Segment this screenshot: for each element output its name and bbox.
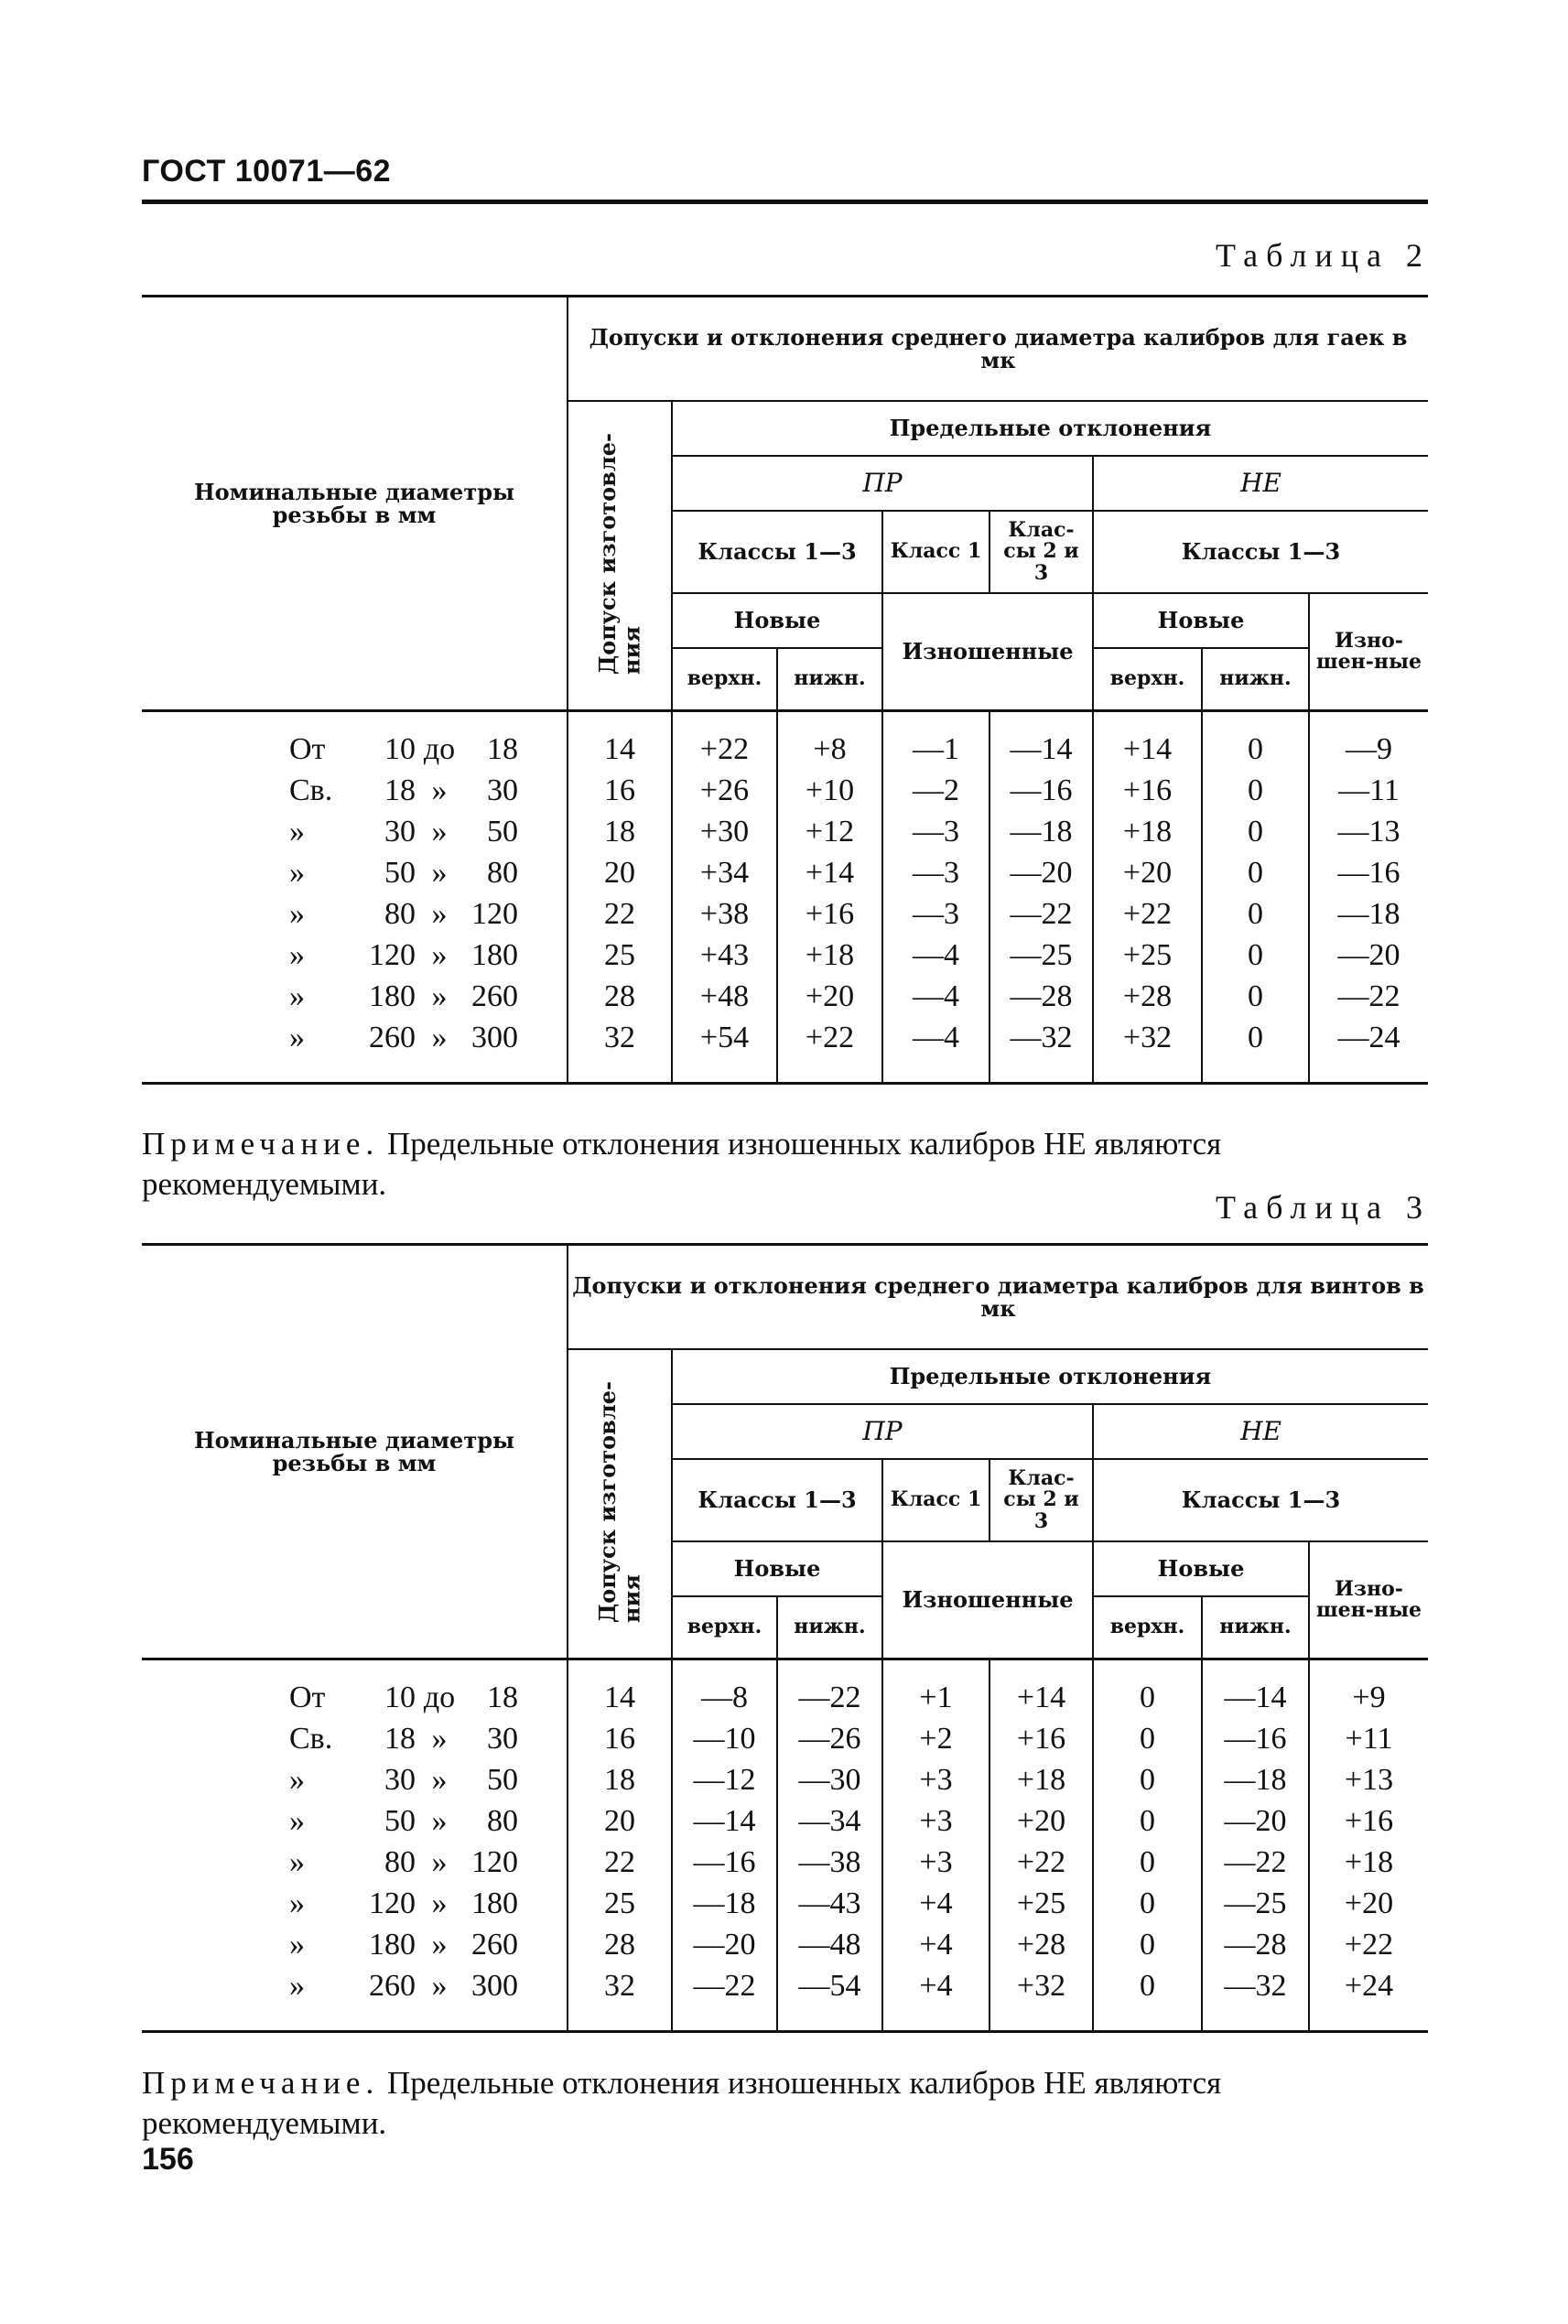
pr-new-upper: +22 — [672, 711, 777, 771]
tolerance-value: 18 — [604, 815, 635, 849]
range-prefix: » — [289, 897, 305, 931]
table2-head-pr-classes: Классы 1—3 — [672, 511, 882, 593]
pr-worn-class1: —4 — [882, 1017, 989, 1084]
ne-new-upper: +32 — [1093, 1017, 1202, 1084]
range-connector: » — [431, 1763, 448, 1797]
ne-new-lower: 0 — [1202, 1017, 1309, 1084]
range-from: 18 — [384, 1722, 416, 1756]
ne-new-lower: 0 — [1202, 893, 1309, 935]
pr-new-upper: —8 — [672, 1659, 777, 1719]
ne-new-lower: 0 — [1202, 770, 1309, 811]
range-to: 120 — [471, 897, 518, 931]
table2-head-ne-lower: нижн. — [1202, 648, 1309, 711]
range-to: 80 — [487, 1804, 518, 1838]
table3-body — [142, 1659, 1428, 2032]
table3-head-worn: Изношенные — [882, 1541, 1093, 1659]
range-from: 18 — [384, 773, 416, 807]
range-to: 50 — [487, 815, 518, 849]
table3-head-new: Новые — [672, 1541, 882, 1596]
range-prefix: От — [289, 1681, 326, 1714]
table3-head-upper: верхн. — [672, 1596, 777, 1659]
standard-designation: ГОСТ 10071—62 — [142, 154, 392, 189]
pr-worn-class23: —20 — [989, 852, 1093, 893]
table3-head-pr: ПР — [672, 1404, 1093, 1459]
pr-worn-class23: —16 — [989, 770, 1093, 811]
ne-worn: +9 — [1309, 1659, 1428, 1719]
table2-head-upper: верхн. — [672, 648, 777, 711]
range-connector: » — [431, 1886, 448, 1920]
pr-worn-class23: —14 — [989, 711, 1093, 771]
range-connector: » — [431, 856, 448, 890]
range-to: 300 — [471, 1969, 518, 2003]
pr-new-upper: +48 — [672, 976, 777, 1017]
table2-head-ne-classes: Классы 1—3 — [1093, 511, 1428, 593]
pr-new-lower: —30 — [777, 1759, 882, 1800]
pr-new-upper: —22 — [672, 1965, 777, 2032]
pr-worn-class23: —28 — [989, 976, 1093, 1017]
diameter-range — [142, 1842, 568, 1883]
tolerance-value: 16 — [604, 1722, 635, 1756]
pr-new-lower: +12 — [777, 811, 882, 852]
pr-new-upper: +30 — [672, 811, 777, 852]
range-connector: » — [431, 979, 448, 1013]
table-row — [142, 811, 1428, 852]
diameter-range — [142, 1883, 568, 1924]
range-from: 260 — [369, 1021, 416, 1054]
ne-worn: +24 — [1309, 1965, 1428, 2032]
table-row — [142, 770, 1428, 811]
pr-new-lower: +18 — [777, 935, 882, 976]
pr-new-lower: —48 — [777, 1924, 882, 1965]
tolerance-value: 20 — [604, 856, 635, 890]
range-connector: » — [431, 897, 448, 931]
range-prefix: » — [289, 979, 305, 1013]
tolerance-value: 25 — [604, 1886, 635, 1920]
ne-new-upper: +28 — [1093, 976, 1202, 1017]
pr-worn-class1: +2 — [882, 1718, 989, 1759]
pr-new-upper: —20 — [672, 1924, 777, 1965]
table-row — [142, 1883, 1428, 1924]
ne-new-upper: +25 — [1093, 935, 1202, 976]
pr-worn-class23: —18 — [989, 811, 1093, 852]
table3-note-text: Предельные отклонения изношенных калибров НЕ являются рекомендуемыми. — [142, 2065, 1222, 2141]
range-prefix: Св. — [289, 1722, 333, 1756]
ne-new-upper: 0 — [1093, 1718, 1202, 1759]
pr-new-upper: —16 — [672, 1842, 777, 1883]
pr-new-upper: +54 — [672, 1017, 777, 1084]
range-connector: » — [431, 1928, 448, 1962]
tolerance-value: 32 — [604, 1021, 635, 1054]
table2-head-lower: нижн. — [777, 648, 882, 711]
pr-worn-class23: +22 — [989, 1842, 1093, 1883]
table2-head-worn: Изношенные — [882, 593, 1093, 711]
tolerance-value: 32 — [604, 1969, 635, 2003]
ne-worn: +13 — [1309, 1759, 1428, 1800]
pr-worn-class23: +28 — [989, 1924, 1093, 1965]
pr-worn-class1: —4 — [882, 976, 989, 1017]
pr-new-upper: +43 — [672, 935, 777, 976]
range-to: 80 — [487, 856, 518, 890]
pr-new-lower: +10 — [777, 770, 882, 811]
ne-new-lower: 0 — [1202, 711, 1309, 771]
range-connector: до — [423, 1681, 456, 1714]
diameter-range — [142, 1800, 568, 1842]
range-prefix: » — [289, 1845, 305, 1879]
table-row — [142, 1800, 1428, 1842]
ne-new-upper: +18 — [1093, 811, 1202, 852]
range-to: 300 — [471, 1021, 518, 1054]
range-from: 120 — [369, 938, 416, 972]
range-to: 18 — [487, 1681, 518, 1714]
range-prefix: » — [289, 815, 305, 849]
pr-worn-class1: +4 — [882, 1965, 989, 2032]
pr-new-lower: +22 — [777, 1017, 882, 1084]
tolerance-value: 18 — [604, 1763, 635, 1797]
range-to: 120 — [471, 1845, 518, 1879]
pr-worn-class23: +18 — [989, 1759, 1093, 1800]
pr-worn-class23: +16 — [989, 1718, 1093, 1759]
ne-new-lower: —20 — [1202, 1800, 1309, 1842]
table3-head-ne-new: Новые — [1093, 1541, 1309, 1596]
ne-worn: +11 — [1309, 1718, 1428, 1759]
ne-new-upper: +22 — [1093, 893, 1202, 935]
range-from: 180 — [369, 1928, 416, 1962]
tolerance-value: 28 — [604, 1928, 635, 1962]
ne-new-lower: —16 — [1202, 1718, 1309, 1759]
range-connector: » — [431, 1845, 448, 1879]
range-from: 30 — [384, 1763, 416, 1797]
pr-worn-class1: +4 — [882, 1924, 989, 1965]
table-row — [142, 1759, 1428, 1800]
table3-grid — [142, 1243, 1428, 2033]
range-prefix: » — [289, 1804, 305, 1838]
ne-new-lower: 0 — [1202, 935, 1309, 976]
pr-new-lower: —38 — [777, 1842, 882, 1883]
table3-head-ne-lower: нижн. — [1202, 1596, 1309, 1659]
table3-note-label: Примечание. — [142, 2065, 380, 2101]
table3 — [142, 1243, 1428, 2033]
pr-new-lower: +14 — [777, 852, 882, 893]
table3-head-class1: Класс 1 — [882, 1459, 989, 1541]
range-connector: » — [431, 815, 448, 849]
pr-worn-class1: —2 — [882, 770, 989, 811]
pr-new-lower: —54 — [777, 1965, 882, 2032]
diameter-range — [142, 1718, 568, 1759]
table-row — [142, 1659, 1428, 1719]
ne-worn: —24 — [1309, 1017, 1428, 1084]
table2-head-ne-new: Новые — [1093, 593, 1309, 648]
range-from: 120 — [369, 1886, 416, 1920]
range-from: 10 — [384, 732, 416, 766]
diameter-range — [142, 1759, 568, 1800]
ne-new-upper: 0 — [1093, 1659, 1202, 1719]
ne-new-lower: 0 — [1202, 811, 1309, 852]
table3-head-ne-upper: верхн. — [1093, 1596, 1202, 1659]
page-number: 156 — [142, 2142, 194, 2177]
range-prefix: От — [289, 732, 326, 766]
range-connector: » — [431, 1722, 448, 1756]
diameter-range — [142, 770, 568, 811]
pr-worn-class23: —22 — [989, 893, 1093, 935]
ne-worn: +20 — [1309, 1883, 1428, 1924]
table2-head-ne-worn: Изно-шен-ные — [1309, 593, 1428, 711]
range-to: 260 — [471, 979, 518, 1013]
pr-worn-class1: —1 — [882, 711, 989, 771]
range-prefix: » — [289, 1763, 305, 1797]
diameter-range — [142, 935, 568, 976]
diameter-range — [142, 1924, 568, 1965]
table2-note-label: Примечание. — [142, 1126, 380, 1162]
table3-head-tolerance: Допуск изготовле- ния — [568, 1349, 672, 1659]
range-connector: до — [423, 732, 456, 766]
ne-new-lower: —18 — [1202, 1759, 1309, 1800]
ne-new-lower: —22 — [1202, 1842, 1309, 1883]
range-connector: » — [431, 1969, 448, 2003]
ne-new-upper: +16 — [1093, 770, 1202, 811]
header-rule — [142, 200, 1428, 204]
ne-new-upper: +20 — [1093, 852, 1202, 893]
tolerance-value: 20 — [604, 1804, 635, 1838]
table2-head-class23: Клас-сы 2 и 3 — [989, 511, 1093, 593]
table-row — [142, 852, 1428, 893]
ne-worn: +18 — [1309, 1842, 1428, 1883]
table3-head-main: Допуски и отклонения среднего диаметра калибров для винтов в мк — [568, 1245, 1428, 1350]
ne-new-lower: —28 — [1202, 1924, 1309, 1965]
table3-head-class23: Клас-сы 2 и 3 — [989, 1459, 1093, 1541]
pr-worn-class1: —4 — [882, 935, 989, 976]
range-to: 180 — [471, 938, 518, 972]
range-prefix: » — [289, 1021, 305, 1054]
table2-head-ne-upper: верхн. — [1093, 648, 1202, 711]
pr-new-upper: —10 — [672, 1718, 777, 1759]
ne-worn: —18 — [1309, 893, 1428, 935]
tolerance-value: 16 — [604, 773, 635, 807]
diameter-range — [142, 852, 568, 893]
table-row — [142, 1017, 1428, 1084]
range-to: 30 — [487, 1722, 518, 1756]
table2-head-ne: НЕ — [1093, 456, 1428, 511]
table3-head-ne-classes: Классы 1—3 — [1093, 1459, 1428, 1541]
range-prefix: » — [289, 1969, 305, 2003]
table-row — [142, 935, 1428, 976]
range-prefix: Св. — [289, 773, 333, 807]
table2-head-main: Допуски и отклонения среднего диаметра калибров для гаек в мк — [568, 297, 1428, 402]
diameter-range — [142, 711, 568, 771]
table-row — [142, 1924, 1428, 1965]
diameter-range — [142, 1965, 568, 2032]
diameter-range — [142, 1659, 568, 1719]
table2-head-diameter: Номинальные диаметры резьбы в мм — [142, 297, 568, 711]
pr-new-upper: —18 — [672, 1883, 777, 1924]
range-from: 50 — [384, 1804, 416, 1838]
range-from: 80 — [384, 1845, 416, 1879]
table2 — [142, 295, 1428, 1085]
pr-worn-class1: +3 — [882, 1759, 989, 1800]
ne-new-lower: 0 — [1202, 852, 1309, 893]
pr-new-upper: —12 — [672, 1759, 777, 1800]
range-to: 180 — [471, 1886, 518, 1920]
ne-new-lower: —32 — [1202, 1965, 1309, 2032]
pr-new-lower: +20 — [777, 976, 882, 1017]
pr-worn-class1: +1 — [882, 1659, 989, 1719]
ne-new-lower: —25 — [1202, 1883, 1309, 1924]
table3-note — [142, 2063, 1433, 2144]
table-row — [142, 976, 1428, 1017]
range-to: 30 — [487, 773, 518, 807]
table3-head-ne-worn: Изно-шен-ные — [1309, 1541, 1428, 1659]
pr-worn-class23: +20 — [989, 1800, 1093, 1842]
tolerance-value: 25 — [604, 938, 635, 972]
table-row — [142, 1842, 1428, 1883]
ne-worn: —9 — [1309, 711, 1428, 771]
pr-new-upper: +26 — [672, 770, 777, 811]
pr-worn-class1: —3 — [882, 893, 989, 935]
range-to: 18 — [487, 732, 518, 766]
ne-new-upper: 0 — [1093, 1883, 1202, 1924]
table2-body — [142, 711, 1428, 1084]
table-row — [142, 1718, 1428, 1759]
pr-worn-class23: +14 — [989, 1659, 1093, 1719]
table2-note-text: Предельные отклонения изношенных калибров НЕ являются рекомендуемыми. — [142, 1126, 1222, 1202]
table2-grid — [142, 295, 1428, 1085]
range-connector: » — [431, 1804, 448, 1838]
tolerance-value: 22 — [604, 1845, 635, 1879]
range-to: 50 — [487, 1763, 518, 1797]
table2-head-pr: ПР — [672, 456, 1093, 511]
table3-caption: Таблица 3 — [1216, 1189, 1431, 1226]
ne-new-lower: —14 — [1202, 1659, 1309, 1719]
pr-new-lower: +16 — [777, 893, 882, 935]
tolerance-value: 14 — [604, 732, 635, 766]
tolerance-value: 22 — [604, 897, 635, 931]
table3-head-lower: нижн. — [777, 1596, 882, 1659]
pr-new-upper: +38 — [672, 893, 777, 935]
range-prefix: » — [289, 938, 305, 972]
pr-worn-class1: —3 — [882, 852, 989, 893]
ne-new-upper: 0 — [1093, 1924, 1202, 1965]
pr-worn-class1: —3 — [882, 811, 989, 852]
table2-head-limits: Предельные отклонения — [672, 401, 1428, 456]
pr-worn-class23: +25 — [989, 1883, 1093, 1924]
ne-new-upper: 0 — [1093, 1800, 1202, 1842]
range-to: 260 — [471, 1928, 518, 1962]
ne-new-upper: 0 — [1093, 1965, 1202, 2032]
ne-worn: +16 — [1309, 1800, 1428, 1842]
ne-new-upper: +14 — [1093, 711, 1202, 771]
table2-head-new: Новые — [672, 593, 882, 648]
diameter-range — [142, 1017, 568, 1084]
range-connector: » — [431, 773, 448, 807]
range-prefix: » — [289, 1928, 305, 1962]
diameter-range — [142, 893, 568, 935]
pr-worn-class23: —32 — [989, 1017, 1093, 1084]
pr-worn-class23: —25 — [989, 935, 1093, 976]
pr-worn-class1: +3 — [882, 1842, 989, 1883]
range-from: 30 — [384, 815, 416, 849]
tolerance-value: 28 — [604, 979, 635, 1013]
ne-new-upper: 0 — [1093, 1842, 1202, 1883]
tolerance-value: 14 — [604, 1681, 635, 1714]
ne-worn: —13 — [1309, 811, 1428, 852]
diameter-range — [142, 811, 568, 852]
range-from: 10 — [384, 1681, 416, 1714]
pr-worn-class1: +4 — [882, 1883, 989, 1924]
range-from: 80 — [384, 897, 416, 931]
range-from: 180 — [369, 979, 416, 1013]
ne-new-upper: 0 — [1093, 1759, 1202, 1800]
table-row — [142, 1965, 1428, 2032]
range-prefix: » — [289, 856, 305, 890]
pr-new-lower: —22 — [777, 1659, 882, 1719]
pr-new-lower: —34 — [777, 1800, 882, 1842]
range-from: 260 — [369, 1969, 416, 2003]
table-row — [142, 711, 1428, 771]
diameter-range — [142, 976, 568, 1017]
table2-head-tolerance: Допуск изготовле- ния — [568, 401, 672, 711]
table2-caption: Таблица 2 — [1216, 237, 1431, 274]
pr-new-upper: +34 — [672, 852, 777, 893]
pr-new-upper: —14 — [672, 1800, 777, 1842]
pr-worn-class1: +3 — [882, 1800, 989, 1842]
pr-worn-class23: +32 — [989, 1965, 1093, 2032]
ne-new-lower: 0 — [1202, 976, 1309, 1017]
table-row — [142, 893, 1428, 935]
table2-head-class1: Класс 1 — [882, 511, 989, 593]
ne-worn: —22 — [1309, 976, 1428, 1017]
range-prefix: » — [289, 1886, 305, 1920]
ne-worn: —11 — [1309, 770, 1428, 811]
range-connector: » — [431, 1021, 448, 1054]
pr-new-lower: +8 — [777, 711, 882, 771]
table3-head-pr-classes: Классы 1—3 — [672, 1459, 882, 1541]
table3-head-ne: НЕ — [1093, 1404, 1428, 1459]
range-connector: » — [431, 938, 448, 972]
table3-head-limits: Предельные отклонения — [672, 1349, 1428, 1404]
table3-head-diameter: Номинальные диаметры резьбы в мм — [142, 1245, 568, 1659]
ne-worn: +22 — [1309, 1924, 1428, 1965]
ne-worn: —16 — [1309, 852, 1428, 893]
pr-new-lower: —43 — [777, 1883, 882, 1924]
pr-new-lower: —26 — [777, 1718, 882, 1759]
range-from: 50 — [384, 856, 416, 890]
ne-worn: —20 — [1309, 935, 1428, 976]
